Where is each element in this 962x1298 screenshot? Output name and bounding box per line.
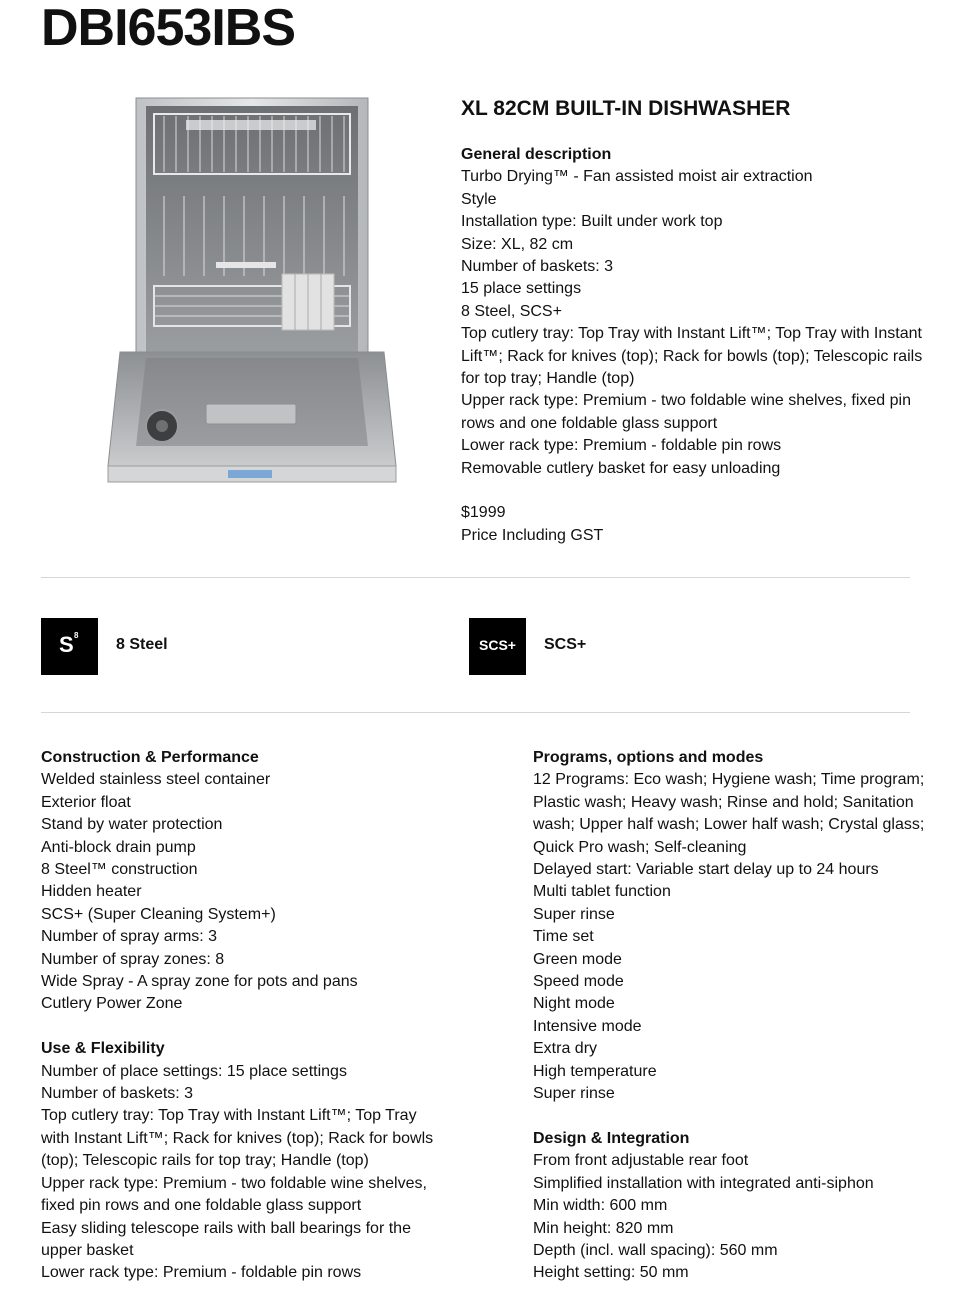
construction-line: Cutlery Power Zone bbox=[41, 995, 183, 1013]
programs-line: Time set bbox=[533, 928, 594, 946]
general-description-heading: General description bbox=[461, 146, 612, 163]
price-note: Price Including GST bbox=[461, 527, 604, 544]
programs-line: Intensive mode bbox=[533, 1017, 642, 1035]
use-line: Number of place settings: 15 place settings bbox=[41, 1062, 347, 1080]
design-line: Height setting: 50 mm bbox=[533, 1264, 689, 1282]
general-line: Removable cutlery basket for easy unloading bbox=[461, 459, 781, 477]
design-heading: Design & Integration bbox=[533, 1129, 690, 1147]
design-line: From front adjustable rear foot bbox=[533, 1152, 749, 1170]
use-line: Lower rack type: Premium - foldable pin rows bbox=[41, 1264, 362, 1282]
badge-main-text: S bbox=[59, 632, 74, 657]
programs-line: wash; Upper half wash; Lower half wash; Crystal glass; bbox=[533, 816, 925, 834]
use-line: Easy sliding telescope rails with ball bearings for the bbox=[41, 1219, 411, 1237]
use-line: with Instant Lift™; Rack for knives (top); Rack for bowls bbox=[41, 1129, 434, 1147]
general-line: 15 place settings bbox=[461, 280, 582, 298]
use-line: upper basket bbox=[41, 1241, 134, 1259]
use-line: fixed pin rows and one foldable glass support bbox=[41, 1197, 362, 1215]
construction-line: Exterior float bbox=[41, 793, 131, 811]
dishwasher-image bbox=[106, 96, 398, 484]
programs-line: Super rinse bbox=[533, 1085, 615, 1103]
general-line: Turbo Drying™ - Fan assisted moist air extraction bbox=[461, 168, 813, 186]
general-line: 8 Steel, SCS+ bbox=[461, 302, 562, 320]
general-line: Size: XL, 82 cm bbox=[461, 235, 574, 253]
construction-line: Stand by water protection bbox=[41, 816, 223, 834]
left-spec-column bbox=[41, 747, 446, 1285]
construction-line: Number of spray zones: 8 bbox=[41, 950, 225, 968]
section-gap bbox=[41, 1016, 446, 1038]
programs-line: Quick Pro wash; Self-cleaning bbox=[533, 838, 747, 856]
general-description bbox=[461, 144, 946, 480]
construction-line: Welded stainless steel container bbox=[41, 771, 271, 789]
construction-line: 8 Steel™ construction bbox=[41, 861, 198, 879]
programs-line: Plastic wash; Heavy wash; Rinse and hold; Sanitation bbox=[533, 793, 914, 811]
general-line: Installation type: Built under work top bbox=[461, 213, 723, 231]
eight-steel-label: 8 Steel bbox=[116, 636, 168, 653]
badge-superscript: 8 bbox=[74, 631, 79, 640]
section-gap bbox=[533, 1106, 938, 1128]
general-line: Lower rack type: Premium - foldable pin rows bbox=[461, 437, 782, 455]
general-line: rows and one foldable glass support bbox=[461, 414, 718, 432]
construction-heading: Construction & Performance bbox=[41, 749, 259, 766]
use-line: Upper rack type: Premium - two foldable wine shelves, bbox=[41, 1174, 427, 1192]
divider bbox=[41, 577, 910, 578]
construction-line: SCS+ (Super Cleaning System+) bbox=[41, 905, 276, 923]
general-line: Upper rack type: Premium - two foldable wine shelves, fixed pin bbox=[461, 392, 911, 410]
construction-line: Wide Spray - A spray zone for pots and pans bbox=[41, 973, 358, 991]
design-line: Depth (incl. wall spacing): 560 mm bbox=[533, 1241, 778, 1259]
programs-line: Super rinse bbox=[533, 905, 615, 923]
eight-steel-badge-icon bbox=[41, 618, 98, 675]
design-line: Min height: 820 mm bbox=[533, 1219, 674, 1237]
programs-line: High temperature bbox=[533, 1062, 657, 1080]
price-value: $1999 bbox=[461, 504, 506, 521]
programs-heading: Programs, options and modes bbox=[533, 749, 764, 766]
programs-line: 12 Programs: Eco wash; Hygiene wash; Time program; bbox=[533, 771, 925, 789]
product-subtitle: XL 82CM BUILT-IN DISHWASHER bbox=[461, 97, 791, 120]
programs-line: Speed mode bbox=[533, 973, 624, 991]
programs-line: Night mode bbox=[533, 995, 615, 1013]
scs-plus-badge-icon bbox=[469, 618, 526, 675]
construction-line: Number of spray arms: 3 bbox=[41, 928, 218, 946]
product-image bbox=[106, 96, 398, 484]
design-line: Min width: 600 mm bbox=[533, 1197, 668, 1215]
use-line: (top); Telescopic rails for top tray; Handle (top) bbox=[41, 1152, 369, 1170]
programs-line: Multi tablet function bbox=[533, 883, 671, 901]
programs-line: Green mode bbox=[533, 950, 622, 968]
programs-line: Extra dry bbox=[533, 1040, 598, 1058]
general-line: Lift™; Rack for knives (top); Rack for bowls (top); Telescopic rails bbox=[461, 347, 923, 365]
divider bbox=[41, 712, 910, 713]
scs-plus-label: SCS+ bbox=[544, 636, 587, 653]
use-line: Number of baskets: 3 bbox=[41, 1085, 194, 1103]
construction-line: Anti-block drain pump bbox=[41, 838, 196, 856]
model-title: DBI653IBS bbox=[41, 0, 295, 57]
construction-line: Hidden heater bbox=[41, 883, 142, 901]
general-line: Number of baskets: 3 bbox=[461, 258, 614, 276]
badge-main-text: SCS+ bbox=[479, 637, 516, 653]
general-line: for top tray; Handle (top) bbox=[461, 370, 635, 388]
general-line: Top cutlery tray: Top Tray with Instant Lift™; Top Tray with Instant bbox=[461, 325, 922, 343]
price-block bbox=[461, 501, 603, 547]
programs-line: Delayed start: Variable start delay up to 24 hours bbox=[533, 861, 879, 879]
use-line: Top cutlery tray: Top Tray with Instant Lift™; Top Tray bbox=[41, 1107, 417, 1125]
design-line: Simplified installation with integrated anti-siphon bbox=[533, 1174, 874, 1192]
right-spec-column bbox=[533, 747, 938, 1285]
general-line: Style bbox=[461, 190, 497, 208]
use-flexibility-heading: Use & Flexibility bbox=[41, 1040, 165, 1058]
